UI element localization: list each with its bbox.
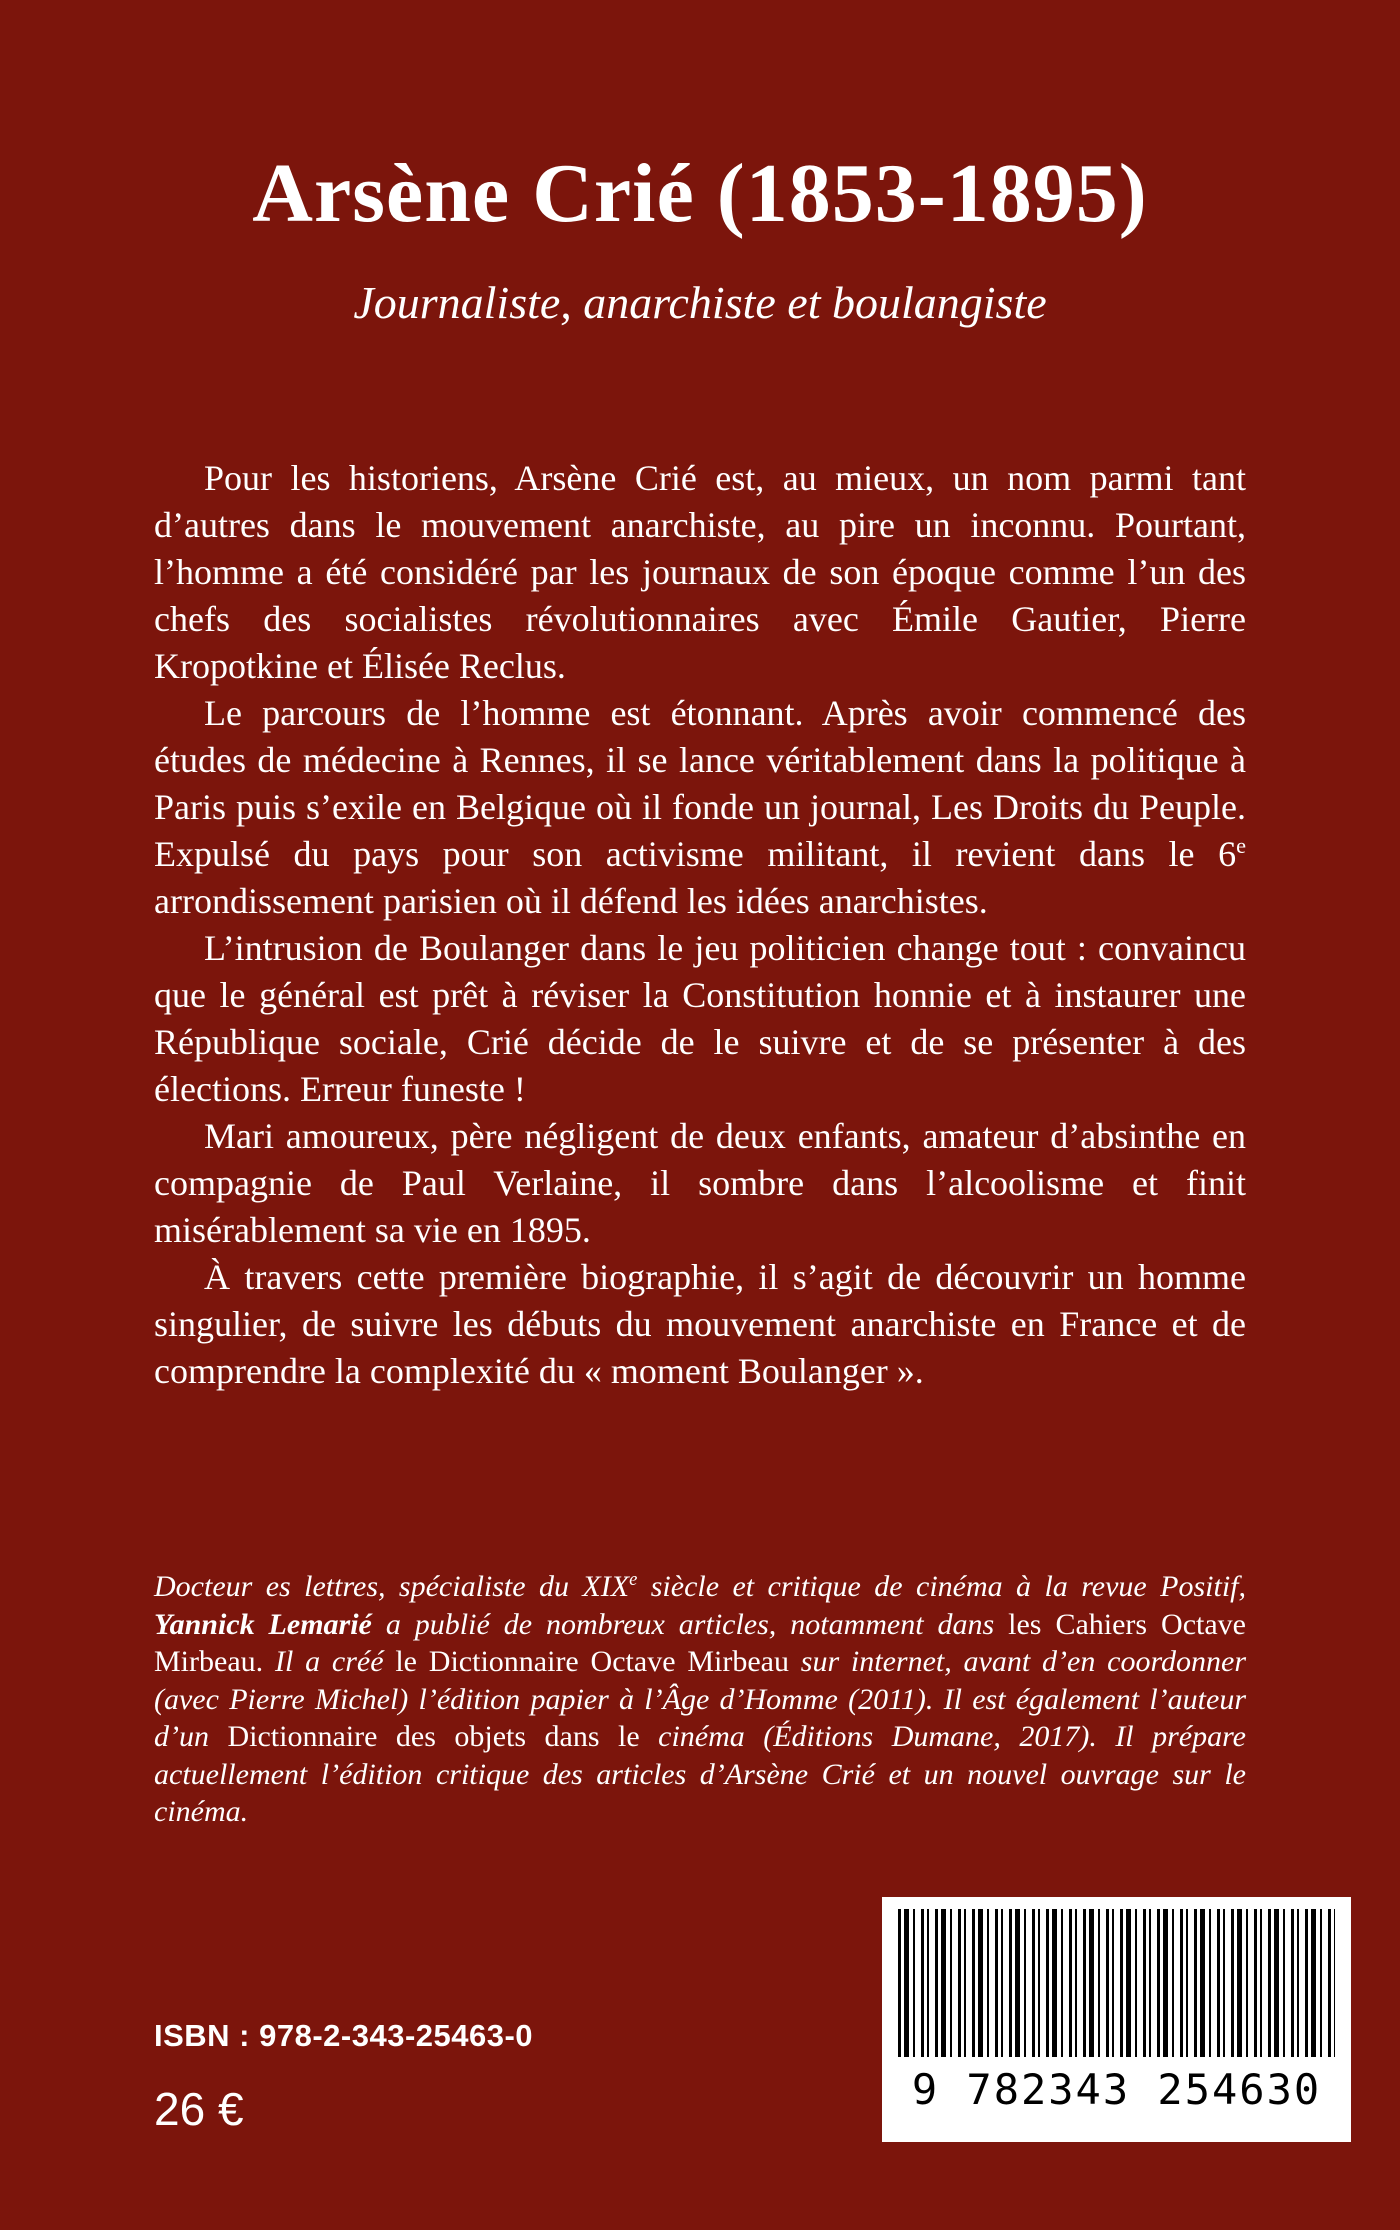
synopsis-paragraph-5: À travers cette première biographie, il s’agit de découvrir un homme singulier, de suivre les débuts du mouvement anarchiste en France et de comprendre la complexité du « moment Boulanger ». xyxy=(154,1257,1246,1391)
bio-segment: siècle et critique de cinéma à la revue Positif, xyxy=(637,1570,1246,1603)
text-segment: Le parcours de l’homme est étonnant. Après avoir commencé des études de médecine à Rennes, il se lance véritablement dans la politique à Paris puis s’exile en Belgique où il fonde un journal, Les Droits du Peuple. Expulsé du pays pour son activisme militant, il revient dans le 6 xyxy=(154,693,1246,874)
author-bio xyxy=(154,1568,1246,1831)
bio-segment: cinéma (Éditions Dumane, 2017). Il prépare actuellement l’édition critique des articles d’Arsène Crié et un nouvel ouvrage sur le cinéma. xyxy=(154,1720,1246,1828)
book-subtitle: Journaliste, anarchiste et boulangiste xyxy=(353,277,1047,329)
bio-segment-roman: Dictionnaire des objets dans le xyxy=(227,1720,659,1753)
synopsis-paragraph-4: Mari amoureux, père négligent de deux enfants, amateur d’absinthe en compagnie de Paul Verlaine, il sombre dans l’alcoolisme et finit misérablement sa vie en 1895. xyxy=(154,1116,1246,1250)
bio-segment: Il a créé xyxy=(274,1645,396,1678)
synopsis-paragraph-2 xyxy=(154,690,1246,925)
bio-segment-roman: le Dictionnaire Octave Mirbeau xyxy=(395,1645,801,1678)
bio-segment: Docteur es lettres, spécialiste du XIX xyxy=(154,1570,630,1603)
author-name: Yannick Lemarié xyxy=(154,1607,372,1641)
barcode-bars-icon xyxy=(898,1909,1335,2057)
price-text: 26 € xyxy=(154,2083,244,2135)
superscript-e: e xyxy=(629,1569,638,1590)
synopsis xyxy=(154,455,1246,1395)
synopsis-paragraph-1: Pour les historiens, Arsène Crié est, au mieux, un nom parmi tant d’autres dans le mouvement anarchiste, au pire un inconnu. Pourtant, l’homme a été considéré par les journaux de son époque comme l’un des chefs des socialistes révolutionnaires avec Émile Gautier, Pierre Kropotkine et Élisée Reclus. xyxy=(154,458,1246,686)
book-title: Arsène Crié (1853-1895) xyxy=(252,147,1148,240)
bio-segment: a publié de nombreux articles, notamment dans xyxy=(371,1607,1009,1641)
superscript-e: e xyxy=(1236,833,1246,858)
bio-segment-roman: les Cahiers Octave Mirbeau. xyxy=(154,1607,1246,1678)
text-segment: arrondissement parisien où il défend les idées anarchistes. xyxy=(154,881,988,921)
barcode-digits: 9 782343 254630 xyxy=(911,2065,1322,2114)
bio-segment: sur internet, avant d’en coordonner (avec Pierre Michel) l’édition papier à l’Âge d’Homme (2011). Il est également l’auteur d’un xyxy=(154,1645,1246,1753)
isbn-text: ISBN : 978-2-343-25463-0 xyxy=(154,2018,534,2053)
barcode xyxy=(882,1897,1351,2142)
synopsis-paragraph-3: L’intrusion de Boulanger dans le jeu politicien change tout : convaincu que le général est prêt à réviser la Constitution honnie et à instaurer une République sociale, Crié décide de le suivre et de se présenter à des élections. Erreur funeste ! xyxy=(154,928,1246,1109)
